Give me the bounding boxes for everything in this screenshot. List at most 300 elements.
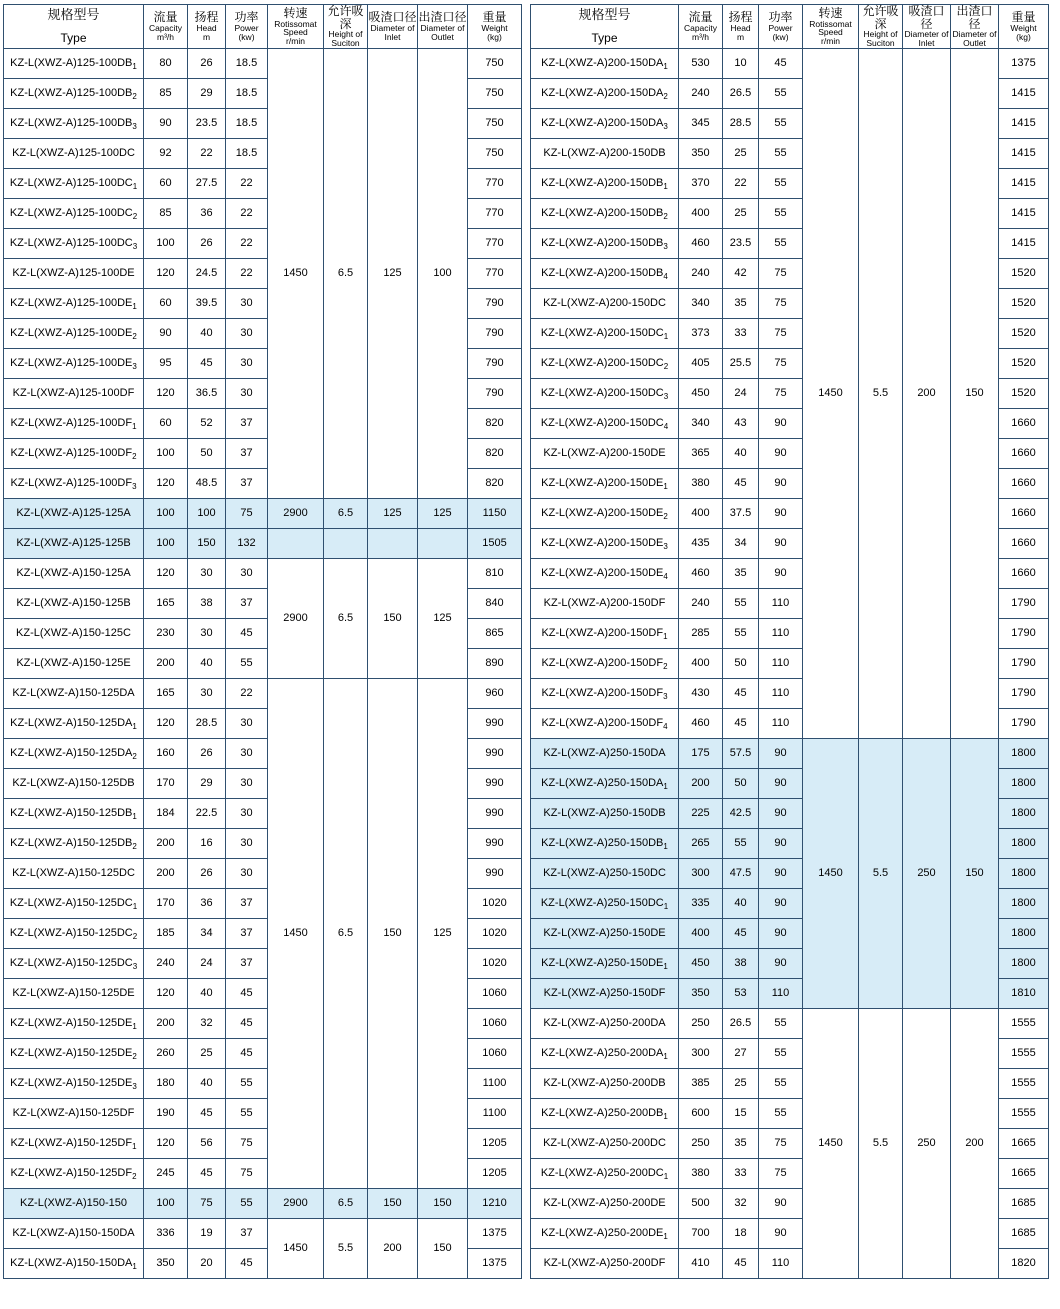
cell-type: $KZ-L(XWZ-A)200-150DA_3$	[531, 108, 679, 138]
cell-type: $KZ-L(XWZ-A)250-200DA_1$	[531, 1038, 679, 1068]
cell-weight: 1555	[999, 1068, 1049, 1098]
cell-type: $KZ-L(XWZ-A)150-125DF_1$	[4, 1128, 144, 1158]
cell-type: KZ-L(XWZ-A)250-150DC	[531, 858, 679, 888]
cell-type: $KZ-L(XWZ-A)250-150DE_1$	[531, 948, 679, 978]
cell-capacity: 500	[679, 1188, 723, 1218]
cell-weight: 1660	[999, 408, 1049, 438]
table-row	[531, 738, 1049, 768]
cell-head: 40	[188, 978, 226, 1008]
cell-type: KZ-L(XWZ-A)150-125DE	[4, 978, 144, 1008]
cell-head: 27.5	[188, 168, 226, 198]
cell-speed: 2900	[268, 558, 324, 678]
cell-capacity: 400	[679, 498, 723, 528]
cell-head: 45	[723, 678, 759, 708]
cell-head: 29	[188, 768, 226, 798]
cell-head: 52	[188, 408, 226, 438]
cell-power: 55	[759, 1038, 803, 1068]
cell-weight: 1660	[999, 528, 1049, 558]
cell-type: $KZ-L(XWZ-A)200-150DB_3$	[531, 228, 679, 258]
cell-type: $KZ-L(XWZ-A)125-100DC_2$	[4, 198, 144, 228]
header-suction: 允许吸深 Height of Suciton	[859, 5, 903, 49]
cell-speed: 2900	[268, 1188, 324, 1218]
cell-head: 55	[723, 588, 759, 618]
cell-weight: 1520	[999, 348, 1049, 378]
cell-capacity: 435	[679, 528, 723, 558]
cell-type: KZ-L(XWZ-A)250-150DF	[531, 978, 679, 1008]
cell-head: 35	[723, 558, 759, 588]
cell-type: $KZ-L(XWZ-A)125-100DB_2$	[4, 78, 144, 108]
header-row	[4, 5, 522, 49]
cell-power: 45	[226, 618, 268, 648]
cell-head: 55	[723, 828, 759, 858]
cell-type: $KZ-L(XWZ-A)125-100DF_3$	[4, 468, 144, 498]
cell-capacity: 240	[144, 948, 188, 978]
cell-capacity: 60	[144, 168, 188, 198]
cell-power: 110	[759, 618, 803, 648]
cell-power: 90	[759, 408, 803, 438]
cell-head: 40	[723, 888, 759, 918]
cell-capacity: 190	[144, 1098, 188, 1128]
cell-weight: 820	[468, 468, 522, 498]
cell-capacity: 405	[679, 348, 723, 378]
cell-type: KZ-L(XWZ-A)200-150DB	[531, 138, 679, 168]
cell-type: $KZ-L(XWZ-A)150-125DE_3$	[4, 1068, 144, 1098]
cell-type: KZ-L(XWZ-A)250-200DA	[531, 1008, 679, 1038]
cell-power: 30	[226, 348, 268, 378]
cell-capacity: 400	[679, 648, 723, 678]
cell-head: 50	[723, 768, 759, 798]
cell-weight: 990	[468, 738, 522, 768]
cell-head: 25	[723, 198, 759, 228]
cell-head: 150	[188, 528, 226, 558]
cell-power: 30	[226, 318, 268, 348]
cell-capacity: 160	[144, 738, 188, 768]
cell-capacity: 85	[144, 198, 188, 228]
header-head: 扬程 Head m	[723, 5, 759, 49]
header-weight: 重量 Weight (kg)	[999, 5, 1049, 49]
cell-power: 18.5	[226, 48, 268, 78]
cell-type: $KZ-L(XWZ-A)150-125DE_2$	[4, 1038, 144, 1068]
cell-capacity: 100	[144, 438, 188, 468]
cell-power: 55	[759, 108, 803, 138]
cell-speed: 1450	[268, 48, 324, 498]
cell-inlet: 125	[368, 48, 418, 498]
cell-head: 40	[188, 648, 226, 678]
cell-power: 37	[226, 918, 268, 948]
cell-weight: 990	[468, 708, 522, 738]
cell-weight: 1660	[999, 438, 1049, 468]
cell-head: 45	[188, 348, 226, 378]
cell-power: 90	[759, 768, 803, 798]
cell-head: 42.5	[723, 798, 759, 828]
cell-weight: 790	[468, 348, 522, 378]
cell-outlet: 125	[418, 498, 468, 528]
cell-capacity: 100	[144, 1188, 188, 1218]
cell-power: 30	[226, 708, 268, 738]
cell-weight: 1790	[999, 648, 1049, 678]
cell-type: $KZ-L(XWZ-A)125-100DE_3$	[4, 348, 144, 378]
cell-weight: 770	[468, 198, 522, 228]
cell-weight: 1800	[999, 918, 1049, 948]
cell-head: 20	[188, 1248, 226, 1278]
cell-power: 75	[226, 498, 268, 528]
cell-type: $KZ-L(XWZ-A)125-100DB_1$	[4, 48, 144, 78]
cell-outlet: 125	[418, 678, 468, 1188]
cell-weight: 1790	[999, 588, 1049, 618]
cell-capacity: 245	[144, 1158, 188, 1188]
cell-outlet: 150	[418, 1188, 468, 1218]
cell-type: KZ-L(XWZ-A)250-200DC	[531, 1128, 679, 1158]
header-inlet: 吸渣口径 Diameter of Inlet	[368, 5, 418, 49]
cell-head: 23.5	[723, 228, 759, 258]
table-row	[4, 1188, 522, 1218]
cell-weight: 810	[468, 558, 522, 588]
cell-weight: 1800	[999, 888, 1049, 918]
cell-type: KZ-L(XWZ-A)200-150DE	[531, 438, 679, 468]
cell-capacity: 600	[679, 1098, 723, 1128]
header-speed: 转速 Rotissomat Speed r/min	[268, 5, 324, 49]
cell-weight: 1800	[999, 948, 1049, 978]
cell-suction: 6.5	[324, 498, 368, 528]
cell-suction: 5.5	[324, 1218, 368, 1278]
cell-weight: 1060	[468, 978, 522, 1008]
cell-type: KZ-L(XWZ-A)150-125DC	[4, 858, 144, 888]
cell-type: $KZ-L(XWZ-A)200-150DB_4$	[531, 258, 679, 288]
cell-capacity: 90	[144, 318, 188, 348]
cell-weight: 750	[468, 78, 522, 108]
cell-weight: 1150	[468, 498, 522, 528]
cell-suction: 6.5	[324, 1188, 368, 1218]
cell-capacity: 180	[144, 1068, 188, 1098]
cell-capacity: 120	[144, 978, 188, 1008]
cell-capacity: 410	[679, 1248, 723, 1278]
cell-power: 75	[759, 318, 803, 348]
cell-type: KZ-L(XWZ-A)150-125DA	[4, 678, 144, 708]
cell-head: 25	[188, 1038, 226, 1068]
cell-power: 110	[759, 648, 803, 678]
cell-type: $KZ-L(XWZ-A)150-125DC_1$	[4, 888, 144, 918]
cell-weight: 1020	[468, 888, 522, 918]
cell-weight: 1205	[468, 1158, 522, 1188]
cell-power: 110	[759, 588, 803, 618]
cell-type: KZ-L(XWZ-A)200-150DC	[531, 288, 679, 318]
header-outlet: 出渣口径 Diameter of Outlet	[418, 5, 468, 49]
cell-head: 24	[723, 378, 759, 408]
cell-head: 25	[723, 1068, 759, 1098]
cell-head: 32	[188, 1008, 226, 1038]
cell-capacity: 350	[679, 138, 723, 168]
cell-weight: 1800	[999, 738, 1049, 768]
cell-type: $KZ-L(XWZ-A)200-150DE_3$	[531, 528, 679, 558]
cell-type: $KZ-L(XWZ-A)200-150DE_1$	[531, 468, 679, 498]
cell-power: 55	[226, 648, 268, 678]
cell-weight: 990	[468, 828, 522, 858]
cell-head: 48.5	[188, 468, 226, 498]
table-gap	[522, 4, 530, 1279]
cell-power: 55	[759, 198, 803, 228]
left-spec-table	[3, 4, 522, 1279]
cell-capacity: 430	[679, 678, 723, 708]
cell-power: 30	[226, 828, 268, 858]
cell-power: 37	[226, 588, 268, 618]
cell-capacity: 460	[679, 708, 723, 738]
cell-power: 22	[226, 168, 268, 198]
cell-outlet: 150	[951, 48, 999, 738]
cell-type: $KZ-L(XWZ-A)200-150DB_1$	[531, 168, 679, 198]
cell-power: 45	[226, 1008, 268, 1038]
cell-power: 55	[226, 1068, 268, 1098]
cell-speed: 1450	[803, 738, 859, 1008]
cell-weight: 750	[468, 48, 522, 78]
cell-type: $KZ-L(XWZ-A)250-200DE_1$	[531, 1218, 679, 1248]
cell-weight: 1800	[999, 828, 1049, 858]
cell-capacity: 335	[679, 888, 723, 918]
cell-capacity: 240	[679, 258, 723, 288]
cell-head: 50	[188, 438, 226, 468]
header-inlet: 吸渣口径 Diameter of Inlet	[903, 5, 951, 49]
cell-capacity: 336	[144, 1218, 188, 1248]
cell-power: 55	[759, 1068, 803, 1098]
cell-weight: 790	[468, 318, 522, 348]
cell-capacity: 350	[144, 1248, 188, 1278]
cell-weight: 1205	[468, 1128, 522, 1158]
cell-head: 23.5	[188, 108, 226, 138]
cell-type: KZ-L(XWZ-A)200-150DF	[531, 588, 679, 618]
cell-head: 26	[188, 228, 226, 258]
cell-head: 26.5	[723, 1008, 759, 1038]
cell-inlet: 250	[903, 1008, 951, 1278]
table-row	[4, 678, 522, 708]
cell-inlet: 150	[368, 558, 418, 678]
cell-power: 18.5	[226, 108, 268, 138]
cell-power: 90	[759, 438, 803, 468]
cell-weight: 770	[468, 168, 522, 198]
cell-head: 32	[723, 1188, 759, 1218]
cell-type: $KZ-L(XWZ-A)250-150DA_1$	[531, 768, 679, 798]
cell-weight: 840	[468, 588, 522, 618]
cell-type: $KZ-L(XWZ-A)150-125DB_2$	[4, 828, 144, 858]
cell-inlet: 250	[903, 738, 951, 1008]
cell-weight: 1790	[999, 618, 1049, 648]
cell-power: 18.5	[226, 138, 268, 168]
cell-speed: 1450	[268, 678, 324, 1188]
left-table-header	[4, 5, 522, 49]
cell-type: KZ-L(XWZ-A)125-125B	[4, 528, 144, 558]
cell-weight: 1800	[999, 768, 1049, 798]
cell-weight: 1520	[999, 318, 1049, 348]
cell-capacity: 200	[144, 1008, 188, 1038]
cell-type: $KZ-L(XWZ-A)200-150DF_1$	[531, 618, 679, 648]
cell-power: 110	[759, 1248, 803, 1278]
right-spec-table	[530, 4, 1049, 1279]
cell-power: 22	[226, 258, 268, 288]
cell-suction: 6.5	[324, 48, 368, 498]
cell-capacity: 85	[144, 78, 188, 108]
cell-type: $KZ-L(XWZ-A)200-150DC_3$	[531, 378, 679, 408]
header-row	[531, 5, 1049, 49]
cell-head: 30	[188, 678, 226, 708]
cell-capacity: 175	[679, 738, 723, 768]
cell-type: $KZ-L(XWZ-A)200-150DB_2$	[531, 198, 679, 228]
cell-type: $KZ-L(XWZ-A)150-125DF_2$	[4, 1158, 144, 1188]
cell-power: 30	[226, 768, 268, 798]
table-row	[4, 558, 522, 588]
cell-capacity: 92	[144, 138, 188, 168]
cell-type: $KZ-L(XWZ-A)150-150DA_1$	[4, 1248, 144, 1278]
cell-type: $KZ-L(XWZ-A)200-150DC_2$	[531, 348, 679, 378]
cell-capacity: 200	[144, 858, 188, 888]
cell-capacity: 385	[679, 1068, 723, 1098]
cell-suction: 6.5	[324, 558, 368, 678]
cell-capacity: 225	[679, 798, 723, 828]
cell-power: 22	[226, 678, 268, 708]
cell-head: 34	[188, 918, 226, 948]
cell-head: 45	[723, 468, 759, 498]
cell-inlet: 150	[368, 1188, 418, 1218]
cell-type: $KZ-L(XWZ-A)200-150DF_4$	[531, 708, 679, 738]
cell-head: 26.5	[723, 78, 759, 108]
cell-head: 15	[723, 1098, 759, 1128]
header-power: 功率 Power (kw)	[226, 5, 268, 49]
cell-weight: 1685	[999, 1188, 1049, 1218]
cell-speed: 1450	[803, 1008, 859, 1278]
header-capacity: 流量 Capacity m³/h	[679, 5, 723, 49]
cell-capacity: 200	[144, 828, 188, 858]
cell-head: 57.5	[723, 738, 759, 768]
cell-type: KZ-L(XWZ-A)150-150	[4, 1188, 144, 1218]
cell-capacity: 120	[144, 558, 188, 588]
cell-capacity: 380	[679, 1158, 723, 1188]
cell-head: 26	[188, 738, 226, 768]
cell-power: 90	[759, 948, 803, 978]
cell-head: 45	[723, 918, 759, 948]
cell-type: KZ-L(XWZ-A)250-150DB	[531, 798, 679, 828]
cell-power: 90	[759, 528, 803, 558]
cell-head: 25.5	[723, 348, 759, 378]
cell-power: 45	[226, 1248, 268, 1278]
cell-capacity: 340	[679, 288, 723, 318]
cell-type: KZ-L(XWZ-A)125-100DC	[4, 138, 144, 168]
cell-capacity: 60	[144, 288, 188, 318]
cell-power: 90	[759, 858, 803, 888]
cell-head: 27	[723, 1038, 759, 1068]
cell-weight: 1505	[468, 528, 522, 558]
header-outlet: 出渣口径 Diameter of Outlet	[951, 5, 999, 49]
cell-weight: 1810	[999, 978, 1049, 1008]
cell-head: 43	[723, 408, 759, 438]
cell-capacity: 170	[144, 768, 188, 798]
cell-weight: 1520	[999, 288, 1049, 318]
cell-power: 75	[759, 348, 803, 378]
table-row	[4, 528, 522, 558]
cell-type: $KZ-L(XWZ-A)125-100DC_1$	[4, 168, 144, 198]
cell-type: $KZ-L(XWZ-A)200-150DF_2$	[531, 648, 679, 678]
cell-capacity: 100	[144, 228, 188, 258]
cell-head: 18	[723, 1218, 759, 1248]
cell-type: $KZ-L(XWZ-A)125-100DC_3$	[4, 228, 144, 258]
cell-power: 55	[759, 78, 803, 108]
cell-weight: 1060	[468, 1008, 522, 1038]
cell-weight: 1375	[999, 48, 1049, 78]
cell-weight: 990	[468, 768, 522, 798]
cell-type: $KZ-L(XWZ-A)125-100DF_2$	[4, 438, 144, 468]
cell-power: 45	[226, 978, 268, 1008]
table-row	[4, 1218, 522, 1248]
table-row	[4, 498, 522, 528]
cell-weight: 1415	[999, 198, 1049, 228]
cell-power: 75	[759, 378, 803, 408]
cell-type: $KZ-L(XWZ-A)150-125DA_1$	[4, 708, 144, 738]
cell-head: 29	[188, 78, 226, 108]
cell-weight: 960	[468, 678, 522, 708]
cell-capacity: 380	[679, 468, 723, 498]
cell-weight: 1790	[999, 708, 1049, 738]
cell-power: 75	[226, 1128, 268, 1158]
cell-head: 10	[723, 48, 759, 78]
cell-head: 24.5	[188, 258, 226, 288]
cell-type: $KZ-L(XWZ-A)125-100DE_2$	[4, 318, 144, 348]
cell-capacity: 460	[679, 228, 723, 258]
cell-type: $KZ-L(XWZ-A)200-150DE_4$	[531, 558, 679, 588]
cell-power: 90	[759, 738, 803, 768]
cell-weight: 1660	[999, 468, 1049, 498]
cell-capacity: 170	[144, 888, 188, 918]
cell-power: 55	[759, 1098, 803, 1128]
cell-capacity: 350	[679, 978, 723, 1008]
cell-capacity: 365	[679, 438, 723, 468]
cell-power: 45	[759, 48, 803, 78]
cell-capacity: 700	[679, 1218, 723, 1248]
cell-power: 30	[226, 378, 268, 408]
cell-capacity: 230	[144, 618, 188, 648]
cell-capacity: 184	[144, 798, 188, 828]
cell-power: 37	[226, 948, 268, 978]
cell-capacity: 90	[144, 108, 188, 138]
cell-capacity: 460	[679, 558, 723, 588]
cell-head: 36.5	[188, 378, 226, 408]
cell-weight: 750	[468, 108, 522, 138]
cell-power: 75	[226, 1158, 268, 1188]
cell-power: 90	[759, 828, 803, 858]
header-power: 功率 Power (kw)	[759, 5, 803, 49]
cell-capacity: 100	[144, 498, 188, 528]
cell-type: KZ-L(XWZ-A)250-150DE	[531, 918, 679, 948]
cell-weight: 1060	[468, 1038, 522, 1068]
cell-head: 40	[188, 1068, 226, 1098]
cell-head: 34	[723, 528, 759, 558]
cell-suction: 5.5	[859, 1008, 903, 1278]
cell-capacity: 165	[144, 588, 188, 618]
cell-capacity: 265	[679, 828, 723, 858]
cell-type: $KZ-L(XWZ-A)250-200DC_1$	[531, 1158, 679, 1188]
cell-weight: 790	[468, 288, 522, 318]
cell-type: KZ-L(XWZ-A)150-125B	[4, 588, 144, 618]
cell-head: 19	[188, 1218, 226, 1248]
cell-head: 55	[723, 618, 759, 648]
cell-power: 55	[759, 228, 803, 258]
cell-weight: 1020	[468, 918, 522, 948]
cell-power: 55	[759, 168, 803, 198]
cell-power: 22	[226, 198, 268, 228]
cell-head: 50	[723, 648, 759, 678]
cell-type: KZ-L(XWZ-A)150-125DF	[4, 1098, 144, 1128]
cell-capacity: 80	[144, 48, 188, 78]
cell-outlet: 150	[418, 1218, 468, 1278]
cell-head: 35	[723, 1128, 759, 1158]
cell-power: 22	[226, 228, 268, 258]
header-type: 规格型号 Type	[4, 5, 144, 49]
cell-power: 37	[226, 438, 268, 468]
